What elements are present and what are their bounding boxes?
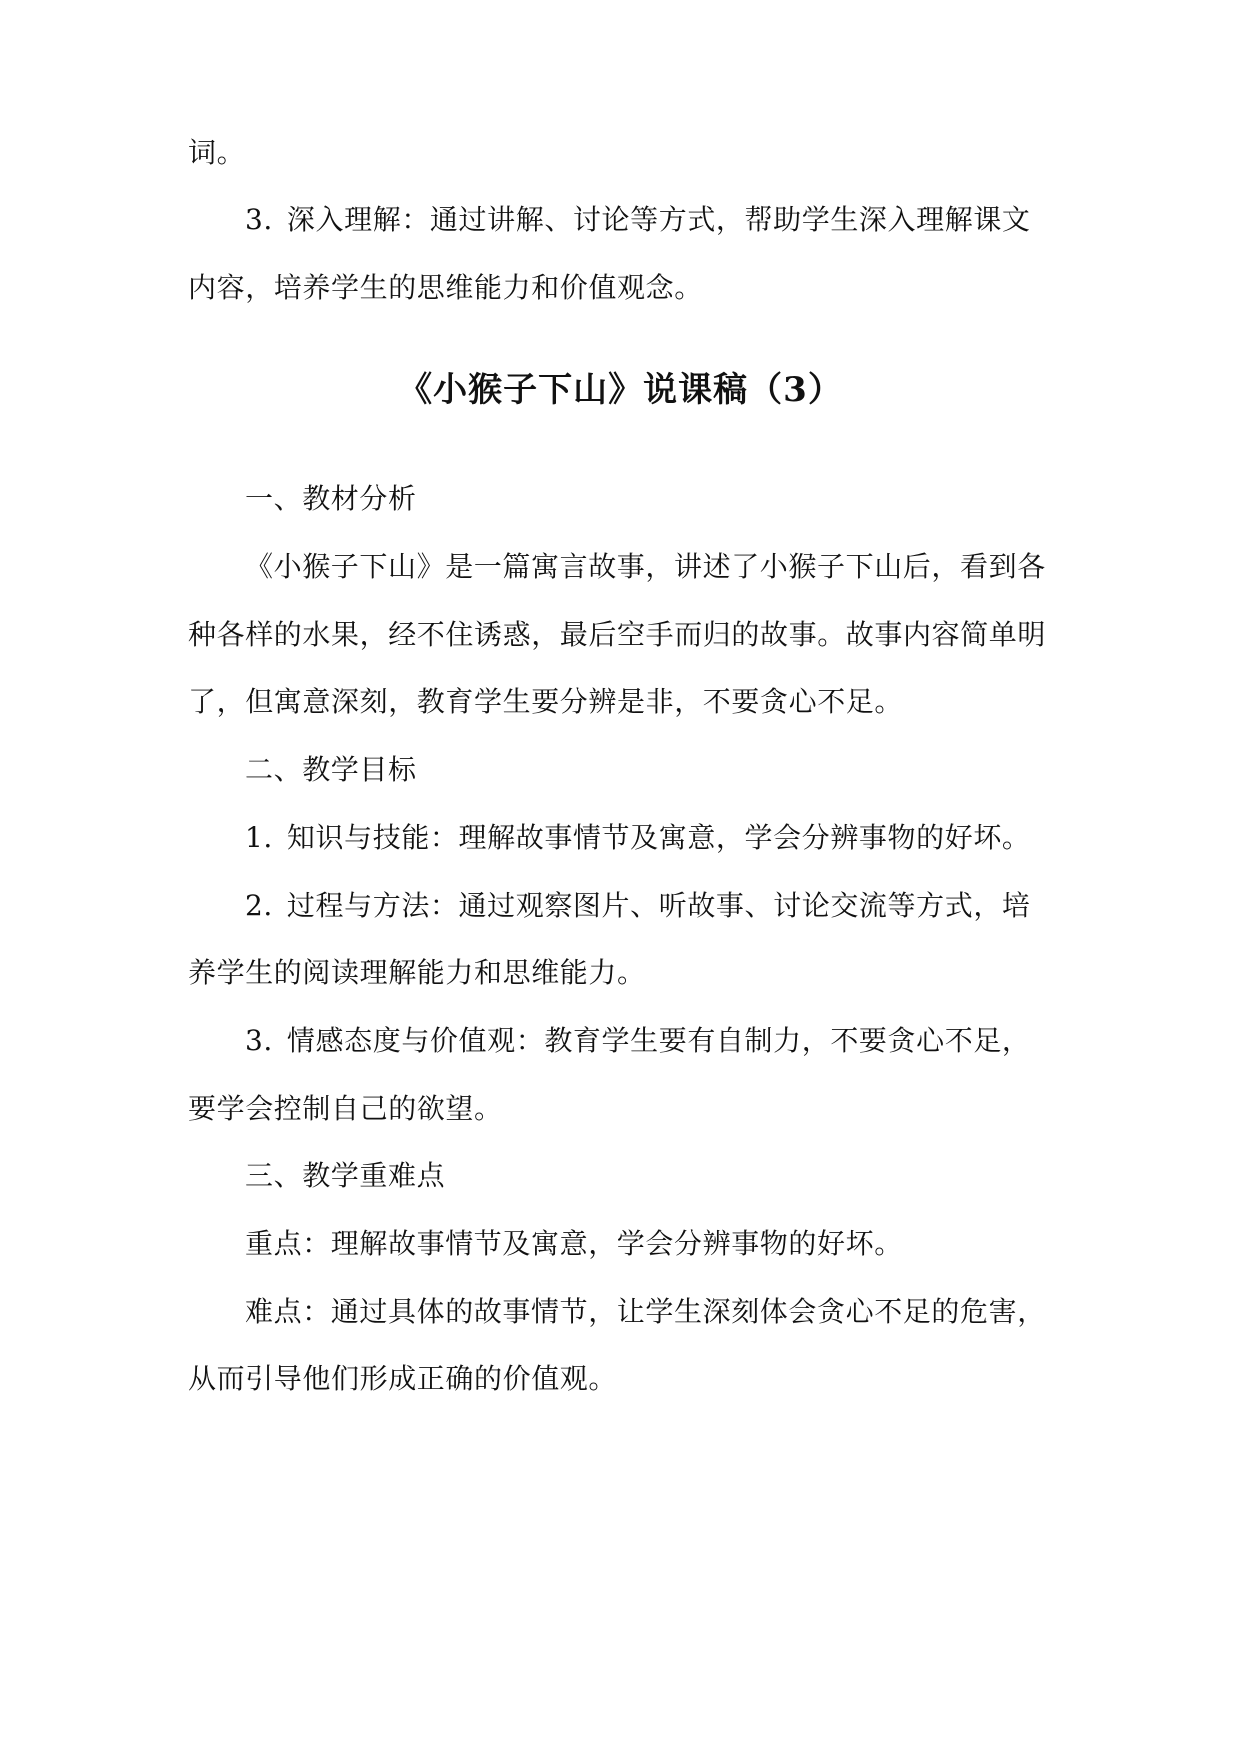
paragraph-line: 了，但寓意深刻，教育学生要分辨是非，不要贪心不足。 — [188, 685, 904, 718]
list-item-text: 过程与方法：通过观察图片、听故事、讨论交流等方式，培 — [286, 889, 1031, 922]
list-number: 1. — [245, 821, 273, 854]
list-item-2-line-1 — [245, 886, 1031, 926]
list-item-3-line-2: 要学会控制自己的欲望。 — [188, 1092, 503, 1125]
section-heading-2: 二、教学目标 — [245, 753, 417, 786]
list-number: 3. — [245, 203, 273, 236]
list-item-3-line-2: 内容，培养学生的思维能力和价值观念。 — [188, 271, 703, 304]
list-item-3-line-1 — [245, 200, 1031, 240]
section-heading-3: 三、教学重难点 — [245, 1159, 446, 1192]
list-item-3-line-1 — [245, 1021, 1031, 1061]
list-number: 2. — [245, 889, 273, 922]
paragraph-line: 种各样的水果，经不住诱惑，最后空手而归的故事。故事内容简单明 — [188, 618, 1047, 651]
section-heading-1: 一、教材分析 — [245, 482, 417, 515]
list-number: 3. — [245, 1024, 273, 1057]
list-item-text: 知识与技能：理解故事情节及寓意，学会分辨事物的好坏。 — [286, 821, 1031, 854]
list-item-1 — [245, 818, 1031, 858]
list-item-2-line-2: 养学生的阅读理解能力和思维能力。 — [188, 956, 646, 989]
continued-text-line: 词。 — [188, 136, 246, 169]
key-point-text: 重点：理解故事情节及寓意，学会分辨事物的好坏。 — [245, 1227, 903, 1260]
difficulty-text-line-1: 难点：通过具体的故事情节，让学生深刻体会贪心不足的危害， — [245, 1295, 1046, 1328]
difficulty-text-line-2: 从而引导他们形成正确的价值观。 — [188, 1362, 618, 1395]
document-title: 《小猴子下山》说课稿（3） — [398, 370, 843, 410]
paragraph-line: 《小猴子下山》是一篇寓言故事，讲述了小猴子下山后，看到各 — [245, 550, 1046, 583]
list-item-text: 情感态度与价值观：教育学生要有自制力，不要贪心不足， — [286, 1024, 1031, 1057]
list-item-text: 深入理解：通过讲解、讨论等方式，帮助学生深入理解课文 — [286, 203, 1031, 236]
